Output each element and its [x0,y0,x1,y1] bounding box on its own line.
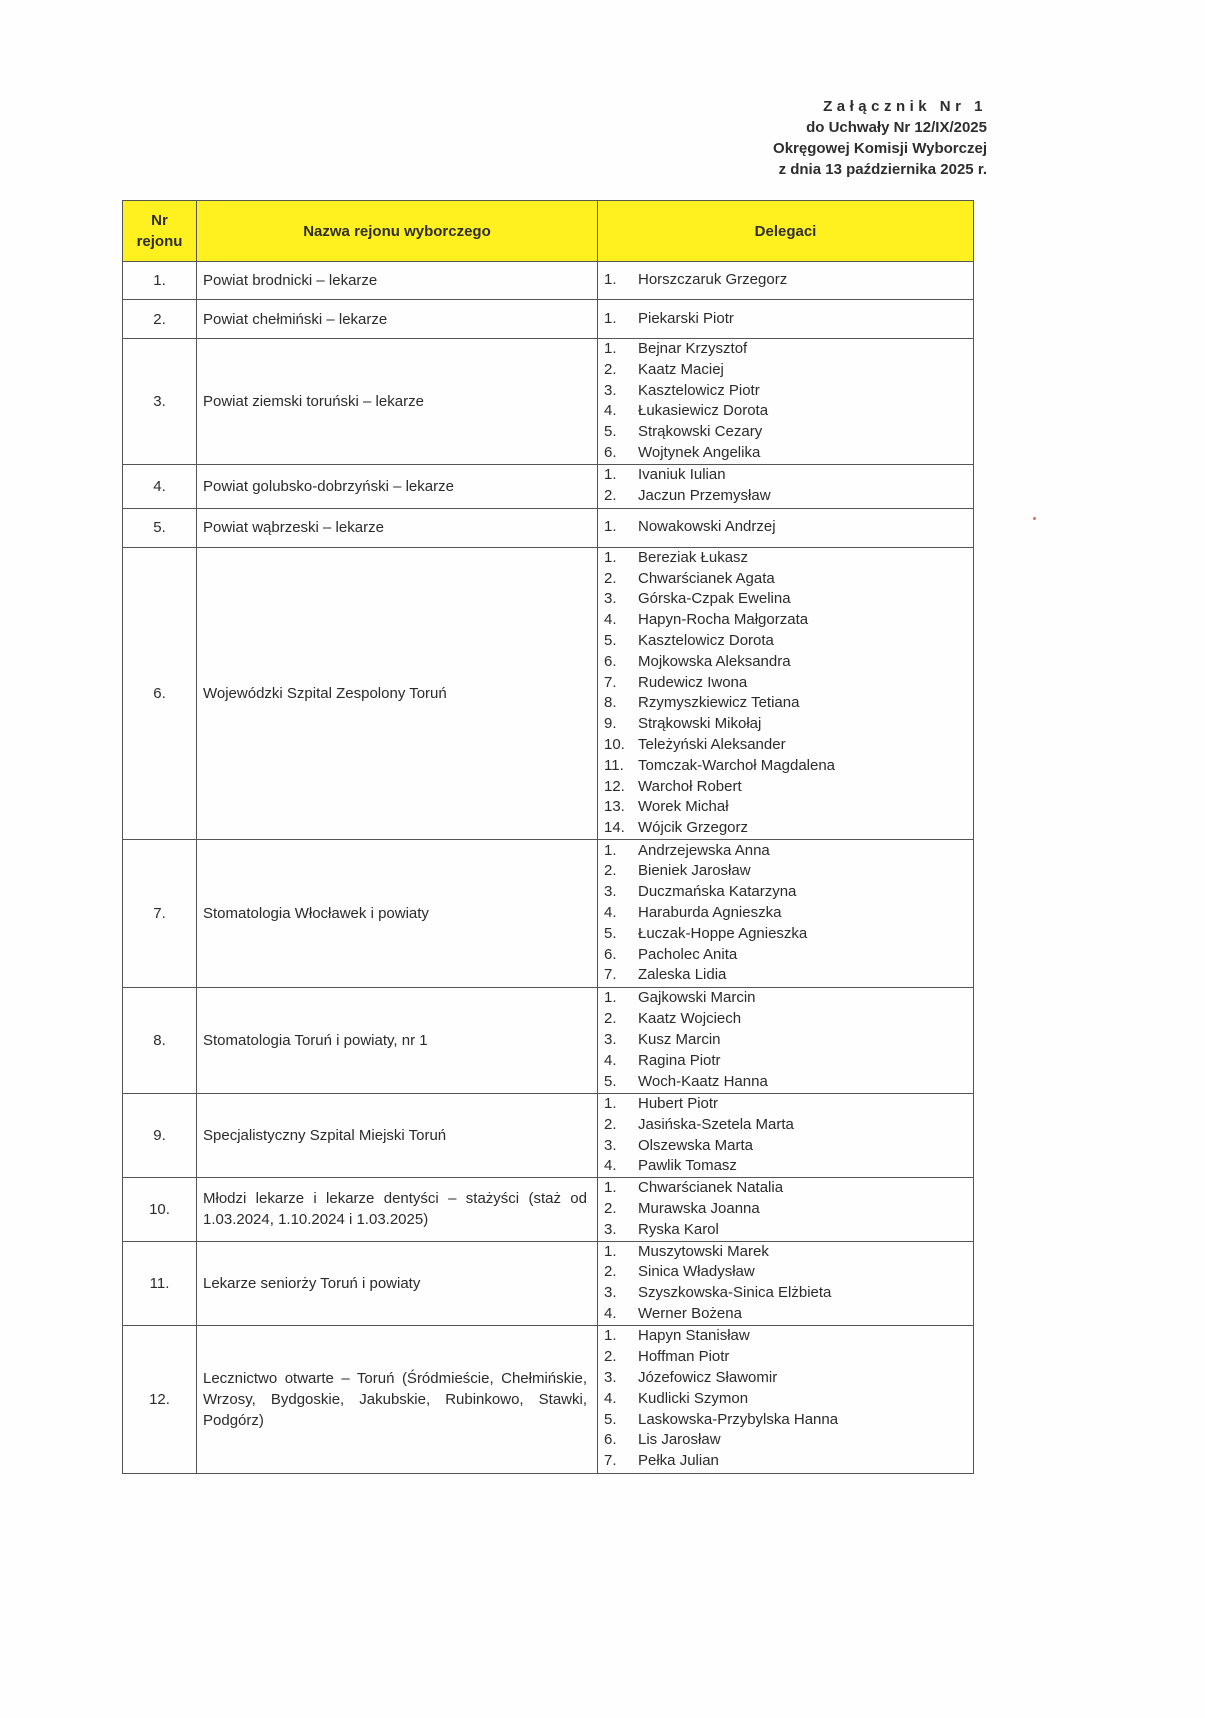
delegate-number: 4. [604,1389,617,1407]
delegate-number: 13. [604,798,625,816]
delegate-name: Hoffman Piotr [638,1348,730,1366]
delegate-number: 4. [604,904,617,922]
delegate-name: Bejnar Krzysztof [638,340,748,357]
delegate-name: Pełka Julian [638,1452,719,1470]
delegate-number: 3. [604,1369,617,1386]
delegate-name: Hapyn Stanisław [638,1327,750,1345]
delegates-cell [598,339,974,465]
heading-attachment-number: Załącznik Nr 1 [823,98,987,115]
delegate-item [604,360,973,381]
delegate-number: 12. [604,777,625,795]
delegate-item [604,1136,973,1157]
delegate-item [604,631,973,652]
table-header-row [123,201,974,262]
delegate-name: Kaatz Maciej [638,360,724,378]
delegate-list [604,339,973,464]
delegate-item [604,882,973,903]
delegate-item [604,589,973,610]
delegate-item [604,1347,973,1368]
delegate-number: 2. [604,1199,617,1217]
delegate-name: Wojtynek Angelika [638,443,761,461]
delegate-number: 2. [604,360,617,378]
delegate-number: 1. [604,1242,617,1260]
delegate-name: Strąkowski Mikołaj [638,715,762,733]
delegate-name: Chwarścianek Agata [638,569,775,587]
delegate-item [604,1199,973,1220]
delegate-name: Kudlicki Szymon [638,1389,749,1407]
delegate-number: 3. [604,1136,617,1154]
delegate-name: Warchoł Robert [638,777,742,795]
delegate-item [604,339,973,360]
delegate-item [604,1389,973,1410]
district-name: Lecznictwo otwarte – Toruń (Śródmieście, Chełmińskie, Wrzosy, Bydgoskie, Jakubskie, Rubinkowo, Stawki, Podgórz) [197,1325,598,1473]
heading-resolution: do Uchwały Nr 12/IX/2025 [806,119,987,136]
delegate-item [604,309,973,330]
table-row [123,339,974,465]
delegate-number: 2. [604,862,617,880]
table-row [123,1325,974,1473]
district-name: Powiat brodnicki – lekarze [197,262,598,300]
delegates-cell [598,508,974,547]
delegate-item [604,548,973,569]
delegate-number: 3. [604,1220,617,1238]
delegate-item [604,777,973,798]
delegate-item [604,1304,973,1325]
delegate-list [604,465,973,507]
delegate-number: 3. [604,1031,617,1049]
district-number: 9. [123,1093,197,1177]
delegate-number: 5. [604,631,617,649]
delegate-name: Piekarski Piotr [638,309,734,327]
delegate-number: 5. [604,1410,617,1428]
delegate-item [604,735,973,756]
delegate-name: Murawska Joanna [638,1199,760,1217]
delegate-name: Szyszkowska-Sinica Elżbieta [638,1284,832,1302]
scan-speck [1033,517,1036,520]
delegate-name: Sinica Władysław [638,1263,755,1281]
delegate-item [604,465,973,486]
delegate-item [604,486,973,507]
delegate-number: 1. [604,1327,617,1345]
delegate-name: Jasińska-Szetela Marta [638,1115,794,1133]
delegate-item [604,1072,973,1093]
delegate-number: 7. [604,1452,617,1470]
delegates-cell [598,300,974,339]
district-number: 7. [123,839,197,987]
delegate-number: 6. [604,1431,617,1449]
delegate-name: Hapyn-Rocha Małgorzata [638,611,809,629]
delegate-name: Laskowska-Przybylska Hanna [638,1410,839,1428]
delegate-number: 3. [604,1284,617,1302]
delegate-number: 5. [604,924,617,942]
delegate-list [604,309,973,330]
delegate-item [604,1262,973,1283]
district-number: 11. [123,1241,197,1325]
heading-date: z dnia 13 października 2025 r. [778,161,987,178]
delegate-item [604,861,973,882]
delegate-name: Kasztelowicz Piotr [638,381,760,399]
delegate-list [604,1242,973,1325]
delegate-item [604,714,973,735]
delegate-item [604,1156,973,1177]
delegates-cell [598,1325,974,1473]
delegate-name: Tomczak-Warchoł Magdalena [638,756,836,774]
delegate-list [604,841,973,987]
delegate-item [604,924,973,945]
district-name: Stomatologia Toruń i powiaty, nr 1 [197,987,598,1093]
district-number: 8. [123,987,197,1093]
delegate-name: Chwarścianek Natalia [638,1179,784,1197]
delegate-number: 3. [604,883,617,901]
delegate-number: 2. [604,569,617,587]
delegate-item [604,1326,973,1347]
delegate-name: Worek Michał [638,798,729,816]
delegate-number: 14. [604,819,625,837]
delegate-item [604,517,973,538]
delegate-number: 1. [604,309,617,327]
delegate-list [604,517,973,538]
heading-commission: Okręgowej Komisji Wyborczej [773,140,987,157]
delegate-name: Pawlik Tomasz [638,1157,737,1175]
delegate-number: 1. [604,466,617,484]
delegate-item [604,1115,973,1136]
delegate-name: Gajkowski Marcin [638,989,756,1007]
district-name: Lekarze seniorży Toruń i powiaty [197,1241,598,1325]
district-number: 5. [123,508,197,547]
district-number: 3. [123,339,197,465]
district-number: 12. [123,1325,197,1473]
header-name: Nazwa rejonu wyborczego [197,201,598,262]
delegate-item [604,797,973,818]
delegate-number: 7. [604,966,617,984]
delegate-name: Górska-Czpak Ewelina [638,590,791,608]
delegate-number: 3. [604,590,617,608]
district-number: 2. [123,300,197,339]
delegate-item [604,693,973,714]
delegates-cell [598,987,974,1093]
delegates-table [122,200,974,1474]
district-name: Powiat chełmiński – lekarze [197,300,598,339]
delegate-name: Kusz Marcin [638,1031,721,1049]
delegate-number: 11. [604,756,624,774]
delegate-name: Wójcik Grzegorz [638,819,749,837]
delegate-number: 6. [604,945,617,963]
table-row [123,300,974,339]
delegate-name: Bieniek Jarosław [638,862,751,880]
delegate-item [604,1094,973,1115]
delegate-number: 6. [604,443,617,461]
delegate-item [604,1178,973,1199]
delegate-number: 1. [604,1179,617,1197]
delegate-item [604,756,973,777]
delegate-list [604,988,973,1092]
delegate-list [604,270,973,291]
delegate-list [604,1094,973,1177]
delegates-cell [598,1093,974,1177]
delegates-cell [598,1178,974,1241]
delegate-number: 6. [604,652,617,670]
delegate-number: 4. [604,1051,617,1069]
delegate-number: 2. [604,1348,617,1366]
delegate-list [604,1178,973,1240]
delegate-name: Łuczak-Hoppe Agnieszka [638,924,808,942]
district-number: 1. [123,262,197,300]
delegate-item [604,1283,973,1304]
delegate-name: Horszczaruk Grzegorz [638,271,788,289]
district-name: Powiat wąbrzeski – lekarze [197,508,598,547]
delegate-name: Bereziak Łukasz [638,548,749,566]
delegate-name: Teleżyński Aleksander [638,735,786,753]
delegates-cell [598,839,974,987]
delegate-item [604,1451,973,1472]
delegate-name: Józefowicz Sławomir [638,1369,778,1386]
delegate-number: 2. [604,487,617,505]
delegate-item [604,965,973,986]
delegate-item [604,1368,973,1389]
delegate-name: Kasztelowicz Dorota [638,631,774,649]
delegate-name: Woch-Kaatz Hanna [638,1072,768,1090]
delegate-number: 1. [604,271,617,289]
delegate-item [604,1242,973,1263]
district-name: Specjalistyczny Szpital Miejski Toruń [197,1093,598,1177]
delegate-item [604,1030,973,1051]
district-name: Powiat golubsko-dobrzyński – lekarze [197,464,598,508]
delegate-item [604,1009,973,1030]
delegate-item [604,401,973,422]
delegate-name: Pacholec Anita [638,945,738,963]
delegate-name: Werner Bożena [638,1304,742,1322]
table-row [123,508,974,547]
header-delegates: Delegaci [598,201,974,262]
district-number: 10. [123,1178,197,1241]
delegate-item [604,673,973,694]
delegate-name: Zaleska Lidia [638,966,727,984]
delegate-name: Rzymyszkiewicz Tetiana [638,694,800,712]
delegate-number: 5. [604,423,617,441]
delegate-number: 3. [604,381,617,399]
delegate-number: 1. [604,548,617,566]
district-name: Stomatologia Włocławek i powiaty [197,839,598,987]
delegate-name: Ryska Karol [638,1220,719,1238]
district-number: 4. [123,464,197,508]
delegate-number: 10. [604,735,625,753]
delegate-name: Nowakowski Andrzej [638,518,776,536]
delegate-number: 4. [604,611,617,629]
table-row [123,987,974,1093]
delegate-name: Andrzejewska Anna [638,841,770,859]
district-number: 6. [123,547,197,839]
delegate-number: 1. [604,518,617,536]
delegate-name: Łukasiewicz Dorota [638,402,769,420]
delegate-item [604,1430,973,1451]
delegate-item [604,1220,973,1241]
district-name: Wojewódzki Szpital Zespolony Toruń [197,547,598,839]
delegate-name: Mojkowska Aleksandra [638,652,791,670]
delegate-name: Strąkowski Cezary [638,423,763,441]
delegate-number: 1. [604,989,617,1007]
delegate-item [604,381,973,402]
delegate-name: Ragina Piotr [638,1051,721,1069]
delegate-item [604,1410,973,1431]
table-row [123,1093,974,1177]
delegate-item [604,841,973,862]
delegate-name: Ivaniuk Iulian [638,466,726,484]
delegate-item [604,569,973,590]
delegate-item [604,818,973,839]
delegate-number: 1. [604,1094,617,1112]
delegate-name: Kaatz Wojciech [638,1010,742,1028]
delegate-number: 4. [604,402,617,420]
delegate-list [604,1326,973,1472]
delegate-number: 2. [604,1263,617,1281]
district-name: Powiat ziemski toruński – lekarze [197,339,598,465]
delegate-number: 4. [604,1157,617,1175]
delegate-name: Duczmańska Katarzyna [638,883,797,901]
delegate-number: 1. [604,340,617,357]
delegate-number: 2. [604,1010,617,1028]
delegate-item [604,652,973,673]
delegate-item [604,443,973,464]
delegate-name: Lis Jarosław [638,1431,721,1449]
delegate-item [604,903,973,924]
delegate-number: 4. [604,1304,617,1322]
delegate-item [604,1051,973,1072]
table-row [123,1241,974,1325]
delegates-cell [598,547,974,839]
delegate-name: Rudewicz Iwona [638,673,748,691]
document-heading [773,96,987,180]
delegate-item [604,610,973,631]
delegate-item [604,945,973,966]
delegate-item [604,988,973,1009]
delegate-number: 7. [604,673,617,691]
delegate-name: Hubert Piotr [638,1094,719,1112]
district-name: Młodzi lekarze i lekarze dentyści – stażyści (staż od 1.03.2024, 1.10.2024 i 1.03.2025) [197,1178,598,1241]
delegate-item [604,422,973,443]
delegate-number: 1. [604,841,617,859]
delegates-cell [598,1241,974,1325]
table-row [123,464,974,508]
delegate-name: Muszytowski Marek [638,1242,769,1260]
delegate-number: 9. [604,715,617,733]
delegate-list [604,548,973,839]
delegates-cell [598,464,974,508]
delegate-name: Haraburda Agnieszka [638,904,782,922]
delegate-name: Olszewska Marta [638,1136,754,1154]
table-row [123,262,974,300]
table-row [123,1178,974,1241]
delegate-name: Jaczun Przemysław [638,487,771,505]
table-body [123,262,974,1474]
delegates-cell [598,262,974,300]
delegate-number: 2. [604,1115,617,1133]
header-nr: Nr rejonu [123,201,197,262]
delegate-number: 8. [604,694,617,712]
delegate-item [604,270,973,291]
delegate-number: 5. [604,1072,617,1090]
table-row [123,547,974,839]
table-row [123,839,974,987]
